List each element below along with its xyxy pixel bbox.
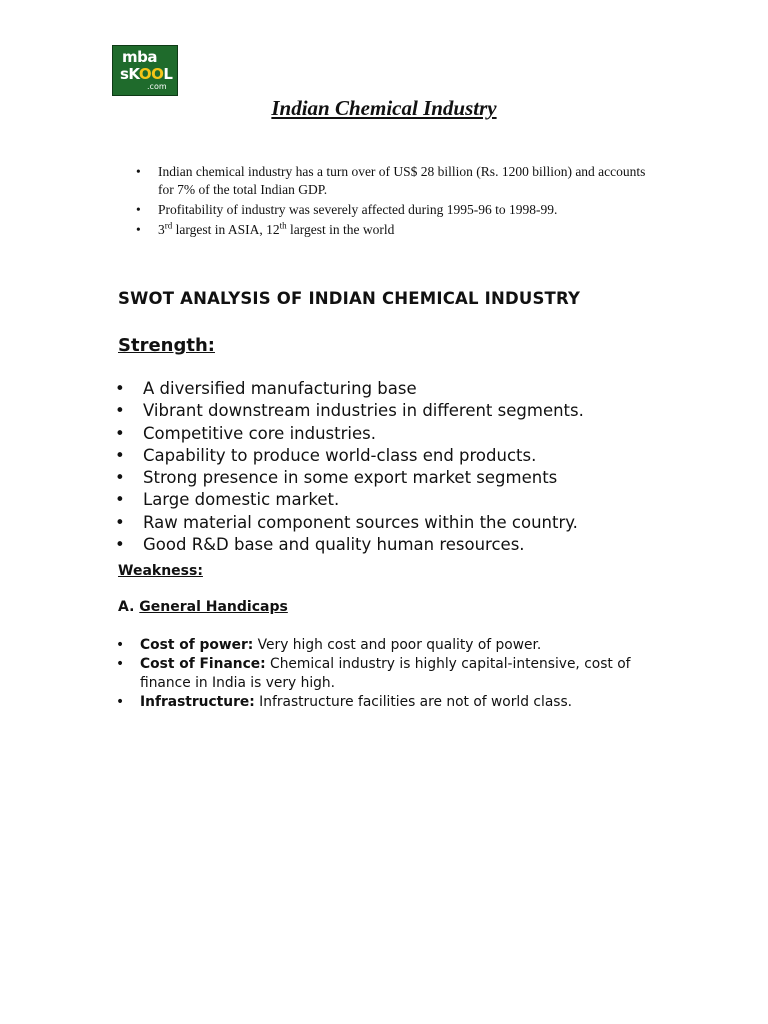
strength-item: • Good R&D base and quality human resources. [115, 535, 525, 555]
weakness-item: • Infrastructure: Infrastructure facilities are not of world class. [116, 694, 573, 710]
strength-item: • Competitive core industries. [115, 423, 376, 443]
strength-heading: Strength: [118, 335, 215, 356]
strength-item: • Raw material component sources within the country. [115, 512, 578, 532]
intro-list [136, 163, 658, 241]
strength-item: • Vibrant downstream industries in different segments. [115, 401, 584, 421]
weakness-heading: Weakness: [118, 563, 203, 579]
logo-line-3: .com [147, 82, 167, 91]
intro-item: • Profitability of industry was severely affected during 1995-96 to 1998-99. [136, 202, 558, 217]
strength-item: • Strong presence in some export market segments [115, 468, 558, 488]
weakness-list [116, 636, 660, 712]
strength-item: • Large domestic market. [115, 490, 340, 510]
strength-list [115, 378, 703, 556]
logo-line-2: sKOOL [120, 65, 173, 83]
document-title: Indian Chemical Industry [271, 96, 497, 120]
mbaskool-logo [112, 45, 178, 96]
weakness-item: • Cost of power: Very high cost and poor quality of power. [116, 637, 542, 653]
general-handicaps-heading: A. General Handicaps [118, 599, 288, 615]
swot-heading: SWOT ANALYSIS OF INDIAN CHEMICAL INDUSTRY [118, 289, 581, 308]
strength-item: • Capability to produce world-class end products. [115, 445, 537, 465]
weakness-item: • Cost of Finance: Chemical industry is highly capital-intensive, cost of finance in India is very high. [116, 656, 631, 691]
logo-line-1: mba [122, 48, 157, 66]
intro-item-rank: • 3rd largest in ASIA, 12th largest in the world [136, 220, 395, 237]
strength-item: • A diversified manufacturing base [115, 379, 417, 398]
intro-item: • Indian chemical industry has a turn over of US$ 28 billion (Rs. 1200 billion) and accounts for 7% of the total Indian GDP. [136, 164, 646, 197]
